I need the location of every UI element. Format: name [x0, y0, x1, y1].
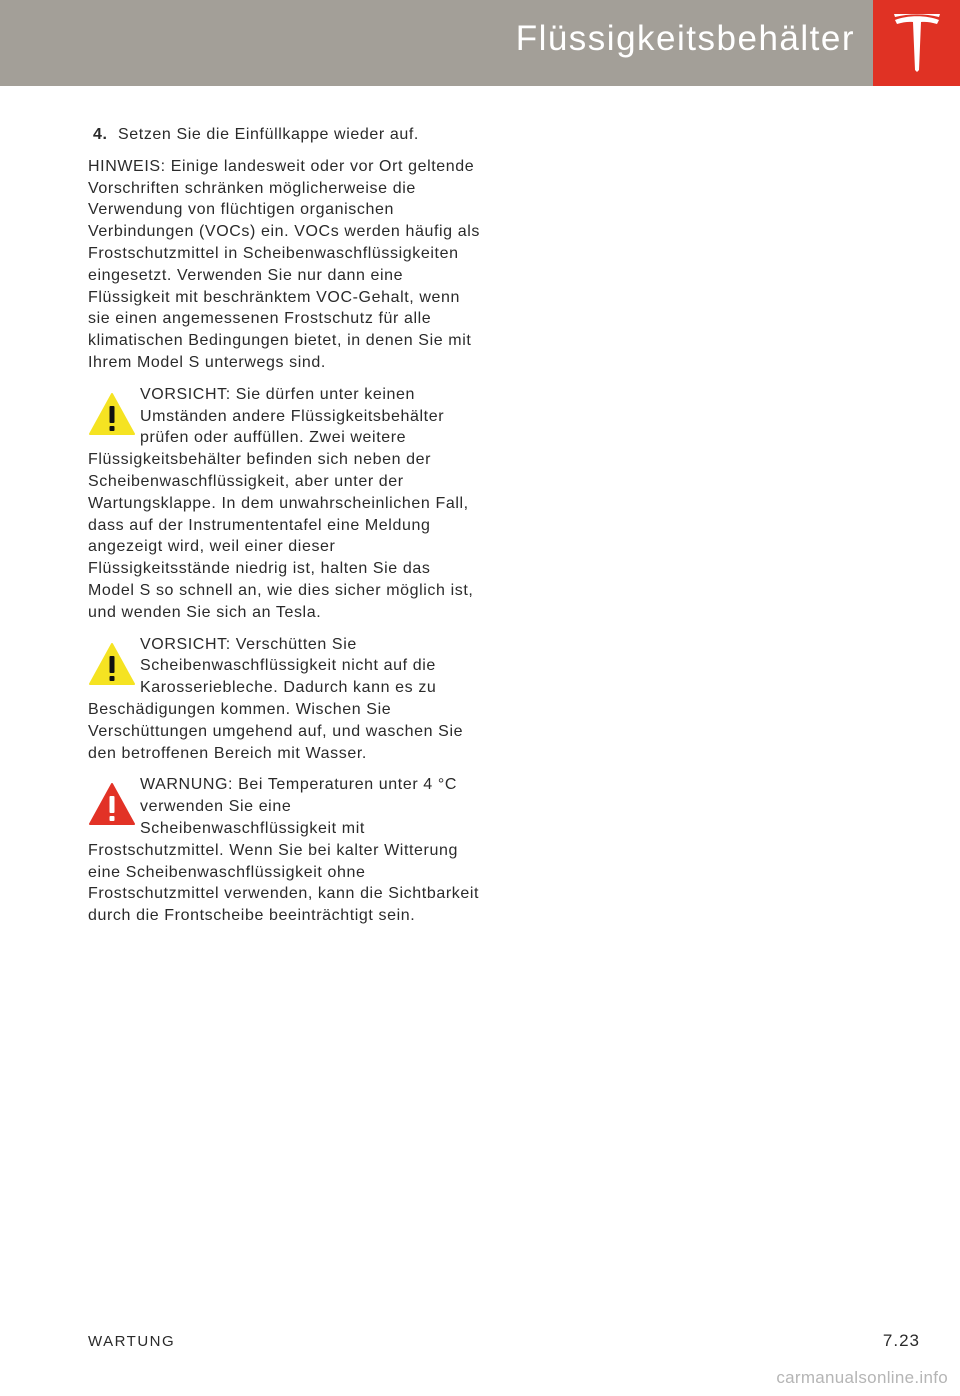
step-text: Setzen Sie die Einfüllkappe wieder auf.: [118, 126, 419, 143]
main-content: [88, 124, 480, 937]
warning-triangle-icon: [88, 782, 136, 826]
caution-triangle-icon: [88, 392, 136, 436]
page-title: Flüssigkeitsbehälter: [515, 19, 855, 58]
caution-text: VORSICHT: Sie dürfen unter keinen Umständen andere Flüssigkeitsbehälter prüfen oder auffüllen. Zwei weitere Flüssigkeitsbehälter befinden sich neben der Scheibenwaschflüssigkeit, aber unter der Wartungsklappe. In dem unwahrscheinlichen Fall, dass auf der Instrumententafel eine Meldung angezeigt wird, weil einer dieser Flüssigkeitsstände niedrig ist, halten Sie das Model S so schnell an, wie dies sicher möglich ist, und wenden Sie sich an Tesla.: [88, 385, 474, 621]
caution-block: [88, 634, 480, 765]
warning-block: [88, 774, 480, 927]
caution-triangle-icon: [88, 642, 136, 686]
footer-section: WARTUNG: [88, 1333, 176, 1350]
step-number: 4.: [93, 126, 108, 143]
watermark: carmanualsonline.info: [776, 1368, 948, 1387]
note-paragraph: HINWEIS: Einige landesweit oder vor Ort geltende Vorschriften schränken möglicherweise die Verwendung von flüchtigen organischen Verbindungen (VOCs) ein. VOCs werden häufig als Frostschutzmittel in Scheibenwaschflüssigkeiten eingesetzt. Verwenden Sie nur dann eine Flüssigkeit mit beschränktem VOC-Gehalt, wenn sie einen angemessenen Frostschutz für alle klimatischen Bedingungen bietet, in denen Sie mit Ihrem Model S unterwegs sind.: [88, 157, 480, 371]
page-number: 7.23: [882, 1331, 920, 1350]
caution-text: VORSICHT: Verschütten Sie Scheibenwaschflüssigkeit nicht auf die Karosseriebleche. Dadurch kann es zu Beschädigungen kommen. Wischen Sie Verschüttungen umgehend auf, und waschen Sie den betroffenen Bereich mit Wasser.: [88, 635, 464, 762]
logo-box: [873, 0, 960, 86]
caution-block: [88, 384, 480, 624]
tesla-logo-icon: [893, 14, 941, 72]
step-item: [88, 124, 480, 146]
warning-text: WARNUNG: Bei Temperaturen unter 4 °C verwenden Sie eine Scheibenwaschflüssigkeit mit Frostschutzmittel. Wenn Sie bei kalter Witterung eine Scheibenwaschflüssigkeit ohne Frostschutzmittel verwenden, kann die Sichtbarkeit durch die Frontscheibe beeinträchtigt sein.: [88, 776, 480, 925]
header-bar: [0, 0, 873, 86]
